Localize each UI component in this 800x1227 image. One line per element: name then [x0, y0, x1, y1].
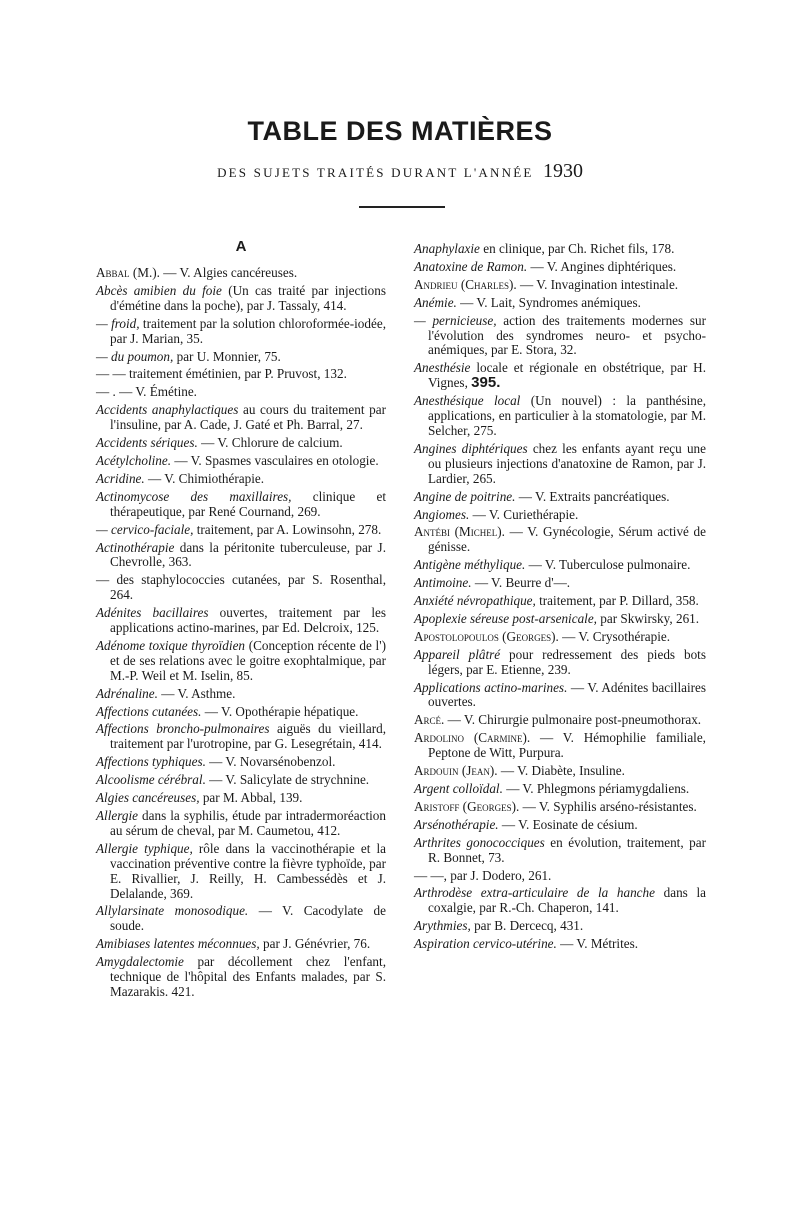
index-entry-text: — V. Gynécologie, Sérum activé de génisse. — [428, 524, 706, 555]
index-entry-heading-italic: Affections typhiques. — [96, 754, 206, 770]
index-entry-heading-italic: Arthrodèse extra-articulaire de la hanche — [414, 885, 655, 901]
index-entry-heading: Arcé. — [414, 712, 445, 728]
index-entry-text: — V. Métrites. — [556, 936, 639, 952]
index-entry-heading-italic: — pernicieuse, — [414, 312, 497, 328]
index-entry-text: — V. Opothérapie hépatique. — [201, 703, 359, 719]
index-entry-heading-italic: Accidents sériques. — [96, 435, 198, 451]
index-entry-heading-italic: — du poumon, — [96, 348, 174, 364]
index-entry-heading-italic: Adrénaline. — [96, 685, 158, 701]
index-entry-text: clinique et thérapeutique, par René Cournand, 269. — [110, 488, 386, 519]
index-entry-heading-italic: Allergie — [96, 808, 138, 823]
index-entry-heading-italic: — froid, — [96, 315, 140, 331]
index-entry-text: — V. Invagination intestinale. — [516, 276, 679, 292]
index-entry-text: par décollement chez l'enfant, technique de l'hôpital des Enfants malades, par S. Mazarakis. 421. — [110, 954, 386, 999]
index-entry — [414, 713, 706, 728]
index-entry-heading-italic: Applications actino-marines. — [414, 679, 568, 695]
index-entry — [96, 523, 386, 538]
index-entry-text: — V. Angines diphtériques. — [527, 258, 677, 274]
index-entry-text: — V. Chimiothérapie. — [144, 470, 265, 486]
index-entry-text: traitement, par P. Dillard, 358. — [535, 593, 699, 609]
index-entry-heading-italic: Antigène méthylique. — [414, 557, 526, 573]
index-entry-text: — V. Syphilis arséno-résistantes. — [519, 798, 697, 814]
index-entry-heading-italic: Amibiases latentes méconnues, — [96, 936, 260, 952]
index-entry-text: action des traitements modernes sur l'évolution des syndromes neuro- et psycho-anémiques, par E. Stora, 32. — [428, 312, 706, 358]
index-entry-text: par B. Dercecq, 431. — [470, 918, 584, 934]
subtitle-text: DES SUJETS TRAITÉS DURANT L'ANNÉE — [217, 165, 534, 180]
index-entry — [414, 558, 706, 573]
index-entry — [96, 687, 386, 702]
index-entry — [96, 606, 386, 636]
index-entry-heading-italic: Allylarsinate monosodique. — [96, 903, 249, 919]
index-entry-heading: — —, — [414, 867, 447, 883]
index-entry — [96, 773, 386, 788]
index-entry-heading: Ardolino (Carmine). — [414, 730, 531, 746]
index-entry — [96, 472, 386, 487]
index-entry-text: — V. Spasmes vasculaires en otologie. — [171, 452, 379, 468]
index-entry — [414, 525, 706, 555]
index-entry-heading-italic: Antimoine. — [414, 575, 472, 591]
index-entry-text: chez les enfants ayant reçu une ou plusieurs injections d'anatoxine de Ramon, par J. Lardier, 265. — [428, 440, 706, 486]
index-entry — [96, 722, 386, 752]
index-entry — [414, 278, 706, 293]
index-entry-heading-italic: Accidents anaphylactiques — [96, 402, 239, 418]
index-entry — [414, 764, 706, 779]
section-letter: A — [235, 238, 247, 255]
index-entry — [414, 361, 706, 391]
index-entry — [96, 955, 386, 1000]
index-entry — [96, 541, 386, 571]
index-entry — [414, 919, 706, 934]
index-entry — [414, 442, 706, 487]
index-entry — [96, 385, 386, 400]
index-entry — [414, 314, 706, 359]
index-entry-text: par M. Abbal, 139. — [199, 790, 303, 806]
index-entry-text: par U. Monnier, 75. — [173, 348, 281, 364]
index-entry — [414, 886, 706, 916]
index-entry — [96, 367, 386, 382]
index-entry-text: — V. Lait, Syndromes anémiques. — [456, 294, 641, 310]
index-entry-text: en clinique, par Ch. Richet fils, 178. — [479, 241, 675, 256]
index-entry-heading-italic: Actinothérapie — [96, 539, 175, 555]
index-entry-text: — V. Tuberculose pulmonaire. — [525, 557, 691, 573]
index-entry — [414, 818, 706, 833]
index-entry-heading-italic: Anaphylaxie — [414, 241, 480, 256]
index-entry-heading-italic: Algies cancéreuses, — [96, 790, 200, 806]
index-entry-heading-italic: Affections cutanées. — [96, 703, 202, 719]
index-entry — [96, 317, 386, 347]
index-entry-heading: — — [96, 572, 110, 588]
index-entry-heading-italic: Affections broncho-pulmonaires — [96, 721, 270, 737]
index-entry-heading-italic: Appareil plâtré — [414, 646, 501, 662]
index-entry — [414, 508, 706, 523]
index-entry-heading-italic: Aspiration cervico-utérine. — [414, 936, 557, 952]
index-entry-text: — V. Extraits pancréatiques. — [515, 488, 670, 504]
index-entry-text: — V. Cacodylate de soude. — [110, 903, 386, 934]
index-entry — [414, 576, 706, 591]
index-entry-text: par J. Génévrier, 76. — [259, 936, 371, 952]
index-entry-text: des staphylococcies cutanées, par S. Rosenthal, 264. — [109, 572, 386, 603]
index-entry-heading: — . — — [96, 384, 133, 400]
index-entry — [96, 705, 386, 720]
index-entry-heading-italic: Anesthésie — [414, 360, 471, 376]
index-entry-text: — V. Adénites bacillaires ouvertes. — [428, 679, 707, 710]
index-entry-text: — V. Hémophilie familiale, Peptone de Witt, Purpura. — [428, 730, 706, 761]
index-entry — [96, 639, 386, 684]
index-entry — [96, 490, 386, 520]
page-subtitle — [0, 160, 800, 183]
index-entry-heading-italic: Amygdalectomie — [96, 954, 184, 970]
index-entry-heading-italic: Argent colloïdal. — [414, 781, 503, 796]
index-entry — [96, 573, 386, 603]
index-entry — [96, 842, 386, 902]
index-entry-text: — V. Asthme. — [157, 685, 236, 701]
index-entry-text: traitement émétinien, par P. Pruvost, 132. — [125, 366, 347, 382]
index-entry — [414, 869, 706, 884]
index-entry — [96, 904, 386, 934]
index-entry-text: — V. Novarsénobenzol. — [205, 754, 336, 770]
index-entry-text: traitement par la solution chloroformée-iodée, par J. Marian, 35. — [110, 315, 387, 346]
index-entry — [414, 612, 706, 627]
index-entry-text: — V. Algies cancéreuses. — [159, 265, 298, 280]
index-entry-heading-italic: Arthrites gonococciques — [414, 834, 545, 850]
index-entry-heading: Abbal (M.). — [96, 265, 160, 280]
index-entry-heading: Apostolopoulos (Georges). — [414, 628, 559, 644]
index-entry-heading-italic: Actinomycose des maxillaires, — [96, 488, 292, 504]
index-entry — [414, 648, 706, 678]
index-entry-text: (Conception récente de l') et de ses relations avec le goitre exophtalmique, par M.-P. Weil et M. Iselin, 85. — [110, 637, 386, 683]
index-entry-text: — V. Chirurgie pulmonaire post-pneumothorax. — [444, 712, 702, 728]
index-entry-heading: Aristoff (Georges). — [414, 798, 520, 814]
index-entry-text: locale et régionale en obstétrique, par H. Vignes, — [428, 360, 706, 391]
index-entry-text: aiguës du vieillard, traitement par l'urotropine, par G. Lesegrétain, 414. — [110, 721, 386, 752]
index-entry — [414, 836, 706, 866]
index-entry-text: dans la péritonite tuberculeuse, par J. Chevrolle, 363. — [110, 539, 386, 570]
index-entry — [96, 284, 386, 314]
index-entry-heading-italic: Arythmies, — [414, 918, 471, 934]
index-entry-text: — V. Phlegmons périamygdaliens. — [502, 781, 690, 796]
index-entry — [414, 260, 706, 275]
index-entry-heading-italic: Allergie typhique, — [96, 840, 193, 856]
index-entry — [96, 403, 386, 433]
index-entry-heading-italic: Adénome toxique thyroïdien — [96, 637, 246, 653]
index-entry-heading-italic: Angines diphtériques — [414, 440, 528, 456]
index-entry — [414, 242, 706, 257]
index-entry — [414, 490, 706, 505]
index-entry — [96, 791, 386, 806]
index-entry — [96, 937, 386, 952]
index-entry-text: par Skwirsky, 261. — [596, 610, 700, 626]
subtitle-year: 1930 — [542, 160, 583, 182]
index-entry-text: dans la coxalgie, par R.-Ch. Chaperon, 141. — [428, 885, 706, 916]
index-entry-text: pour redressement des pieds bots légers, par E. Etienne, 239. — [428, 646, 706, 677]
index-entry — [414, 681, 706, 711]
index-entry-text: rôle dans la vaccinothérapie et la vaccination préventive contre la fièvre typhoïde, par E. Rivallier, J. Reilly, H. Cambessédès et J. Delalande, 369. — [110, 840, 386, 901]
index-entry-text: — V. Beurre d'—. — [471, 575, 571, 591]
index-entry-heading-italic: Abcès amibien du foie — [96, 282, 222, 298]
index-entry-text: par J. Dodero, 261. — [446, 867, 552, 883]
index-entry — [96, 436, 386, 451]
index-entry-heading-italic: Apoplexie séreuse post-arsenicale, — [414, 610, 597, 626]
index-entry-text: — V. Eosinate de césium. — [498, 816, 638, 832]
index-entry-text: — V. Curiethérapie. — [469, 506, 579, 522]
index-entry — [96, 266, 386, 281]
index-entry-heading: — — — [96, 366, 126, 382]
index-entry-heading: Antébi (Michel). — [414, 524, 505, 540]
index-entry-text: — V. Chlorure de calcium. — [197, 435, 343, 451]
index-entry-text: — V. Salicylate de strychnine. — [205, 772, 370, 788]
index-entry — [414, 594, 706, 609]
index-entry-text: (Un cas traité par injections d'émétine dans la poche), par J. Tassaly, 414. — [110, 282, 386, 313]
page-title: TABLE DES MATIÈRES — [247, 116, 553, 146]
index-entry-heading-italic: Anxiété névropathique, — [414, 593, 536, 609]
index-entry — [96, 454, 386, 469]
index-entry-heading-italic: Anémie. — [414, 294, 457, 310]
index-entry-heading: Andrieu (Charles). — [414, 276, 517, 292]
index-entry — [414, 937, 706, 952]
index-entry-text: (Un nouvel) : la panthésine, applications, en particulier à la stomatologie, par M. Selcher, 275. — [428, 393, 707, 438]
index-entry-text: traitement, par A. Lowinsohn, 278. — [193, 521, 382, 537]
index-column-right — [414, 242, 706, 955]
index-entry-text: V. Émétine. — [132, 384, 197, 400]
index-entry — [96, 350, 386, 365]
index-entry-page-number: 395. — [471, 374, 501, 392]
index-column-left — [96, 238, 387, 1003]
index-entry-heading-italic: Anesthésique local — [414, 393, 521, 409]
index-entry-heading-italic: Alcoolisme cérébral. — [96, 772, 206, 788]
index-entry-heading: Ardouin (Jean). — [414, 763, 498, 779]
index-entry-heading-italic: Adénites bacillaires — [96, 605, 209, 621]
index-entry-heading-italic: Arsénothérapie. — [414, 816, 499, 832]
index-entry — [414, 731, 706, 761]
index-entry-heading-italic: Acridine. — [96, 470, 145, 486]
index-entry-heading-italic: Anatoxine de Ramon. — [414, 258, 528, 274]
title-divider — [359, 206, 445, 208]
index-entry-heading-italic: — cervico-faciale, — [96, 521, 194, 537]
index-entry-text: dans la syphilis, étude par intradermoréaction au sérum de cheval, par M. Caumetou, 412. — [110, 808, 386, 838]
index-entry-heading-italic: Angine de poitrine. — [414, 488, 516, 504]
index-entry — [414, 782, 706, 797]
index-entry-text: — V. Diabète, Insuline. — [497, 763, 625, 779]
index-entry — [414, 394, 706, 439]
index-entry-text: ouvertes, traitement par les applications actino-marines, par Ed. Delcroix, 125. — [110, 605, 387, 636]
index-entry-heading-italic: Angiomes. — [414, 506, 470, 522]
index-entry — [96, 755, 386, 770]
index-entry — [414, 296, 706, 311]
index-entry-text: en évolution, traitement, par R. Bonnet, 73. — [428, 834, 706, 865]
index-entry — [414, 800, 706, 815]
index-entry — [96, 809, 386, 839]
index-entry — [414, 630, 706, 645]
index-entry-text: au cours du traitement par l'insuline, par A. Cade, J. Gaté et Ph. Barral, 27. — [110, 402, 387, 433]
index-entry-heading-italic: Acétylcholine. — [96, 452, 172, 468]
index-entry-text: — V. Crysothérapie. — [558, 628, 671, 644]
